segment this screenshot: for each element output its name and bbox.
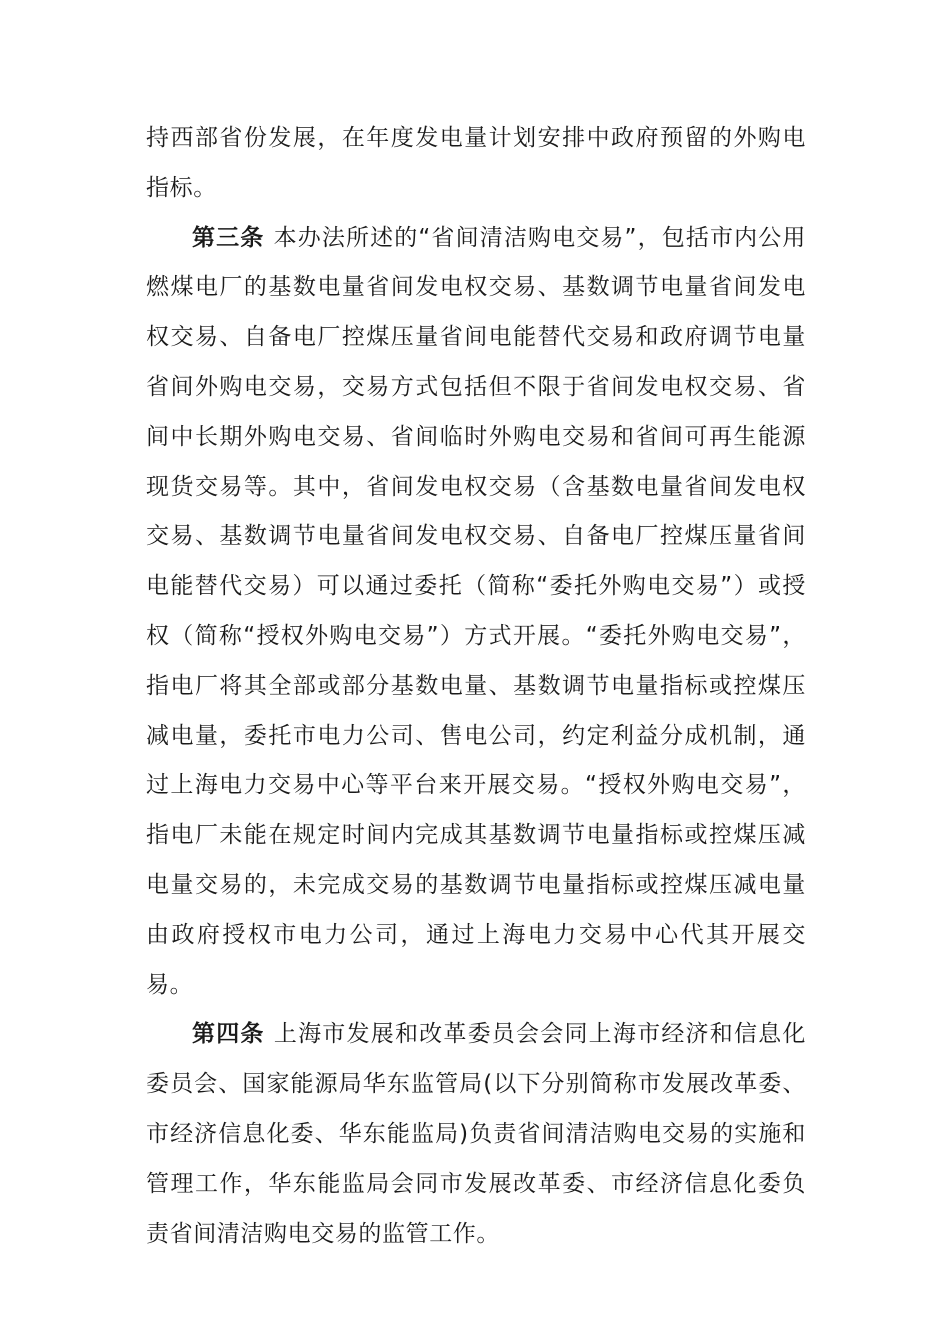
paragraph-text: 持西部省份发展，在年度发电量计划安排中政府预留的外购电指标。 (146, 125, 806, 201)
article-3-title: 第三条 (192, 224, 274, 251)
article-4-paragraph (146, 1010, 806, 1259)
article-3-paragraph (146, 214, 806, 1011)
article-4-text: 上海市发展和改革委员会会同上海市经济和信息化委员会、国家能源局华东监管局(以下分别简称市发展改革委、市经济信息化委、华东能监局)负责省间清洁购电交易的实施和管理工作，华东能监局会同市发展改革委、市经济信息化委负责省间清洁购电交易的监管工作。 (146, 1021, 806, 1247)
document-body (146, 114, 806, 1259)
article-4-title: 第四条 (192, 1021, 274, 1048)
paragraph-continuation (146, 114, 806, 214)
article-3-text: 本办法所述的“省间清洁购电交易”，包括市内公用燃煤电厂的基数电量省间发电权交易、基数调节电量省间发电权交易、自备电厂控煤压量省间电能替代交易和政府调节电量省间外购电交易，交易方式包括但不限于省间发电权交易、省间中长期外购电交易、省间临时外购电交易和省间可再生能源现货交易等。其中，省间发电权交易（含基数电量省间发电权交易、基数调节电量省间发电权交易、自备电厂控煤压量省间电能替代交易）可以通过委托（简称“委托外购电交易”）或授权（简称“授权外购电交易”）方式开展。“委托外购电交易”，指电厂将其全部或部分基数电量、基数调节电量指标或控煤压减电量，委托市电力公司、售电公司，约定利益分成机制，通过上海电力交易中心等平台来开展交易。“授权外购电交易”，指电厂未能在规定时间内完成其基数调节电量指标或控煤压减电量交易的，未完成交易的基数调节电量指标或控煤压减电量由政府授权市电力公司，通过上海电力交易中心代其开展交易。 (146, 224, 806, 998)
